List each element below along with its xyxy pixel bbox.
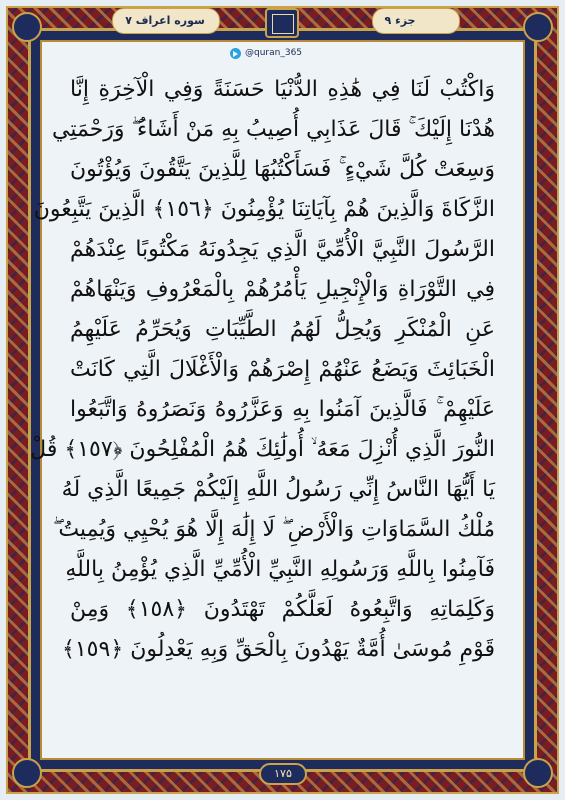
- channel-handle[interactable]: [230, 46, 335, 60]
- page-number: ۱۷۵: [259, 763, 307, 785]
- corner-ornament-icon: [12, 758, 42, 788]
- telegram-icon: [230, 48, 241, 59]
- corner-ornament-icon: [12, 12, 42, 42]
- verse-line: وَاكْتُبْ لَنَا فِي هَٰذِهِ الدُّنْيَا حَسَنَةً وَفِي الْآخِرَةِ إِنَّا: [70, 77, 495, 102]
- verse-text-block: [30, 70, 495, 670]
- verse-line: الزَّكَاةَ وَالَّذِينَ هُمْ بِآيَاتِنَا يُؤْمِنُونَ ﴿١٥٦﴾ الَّذِينَ يَتَّبِعُونَ: [33, 197, 495, 222]
- verse-line: عَلَيْهِمْ ۚ فَالَّذِينَ آمَنُوا بِهِ وَعَزَّرُوهُ وَنَصَرُوهُ وَاتَّبَعُوا: [70, 397, 495, 422]
- verse-line: مُلْكُ السَّمَاوَاتِ وَالْأَرْضِ ۖ لَا إِلَٰهَ إِلَّا هُوَ يُحْيِي وَيُمِيتُ ۖ: [52, 517, 495, 542]
- verse-line: هُدْنَا إِلَيْكَ ۚ قَالَ عَذَابِي أُصِيبُ بِهِ مَنْ أَشَاءُ ۖ وَرَحْمَتِي: [52, 117, 495, 142]
- quran-logo-icon: [265, 8, 299, 38]
- verse-line: وَكَلِمَاتِهِ وَاتَّبِعُوهُ لَعَلَّكُمْ تَهْتَدُونَ ﴿١٥٨﴾ وَمِنْ: [70, 597, 495, 622]
- juz-label: جزء ۹: [384, 14, 416, 27]
- verse-line: وَسِعَتْ كُلَّ شَيْءٍ ۚ فَسَأَكْتُبُهَا لِلَّذِينَ يَتَّقُونَ وَيُؤْتُونَ: [70, 157, 495, 182]
- verse-line: الرَّسُولَ النَّبِيَّ الْأُمِّيَّ الَّذِي يَجِدُونَهُ مَكْتُوبًا عِنْدَهُمْ: [70, 237, 495, 262]
- corner-ornament-icon: [523, 758, 553, 788]
- corner-ornament-icon: [523, 12, 553, 42]
- verse-line: الْخَبَائِثَ وَيَضَعُ عَنْهُمْ إِصْرَهُمْ وَالْأَغْلَالَ الَّتِي كَانَتْ: [70, 357, 495, 382]
- verse-line: عَنِ الْمُنْكَرِ وَيُحِلُّ لَهُمُ الطَّيِّبَاتِ وَيُحَرِّمُ عَلَيْهِمُ: [70, 317, 495, 342]
- channel-handle-text: @quran_365: [245, 48, 303, 58]
- verse-line: قَوْمِ مُوسَىٰ أُمَّةٌ يَهْدُونَ بِالْحَقِّ وَبِهِ يَعْدِلُونَ ﴿١٥٩﴾: [61, 637, 495, 662]
- surah-label: سوره اعراف ۷: [125, 14, 205, 27]
- verse-line: النُّورَ الَّذِي أُنْزِلَ مَعَهُ ۙ أُولَٰئِكَ هُمُ الْمُفْلِحُونَ ﴿١٥٧﴾ قُلْ: [30, 437, 495, 462]
- verse-line: فِي التَّوْرَاةِ وَالْإِنْجِيلِ يَأْمُرُهُمْ بِالْمَعْرُوفِ وَيَنْهَاهُمْ: [70, 277, 495, 302]
- verse-line: يَا أَيُّهَا النَّاسُ إِنِّي رَسُولُ اللَّهِ إِلَيْكُمْ جَمِيعًا الَّذِي لَهُ: [61, 477, 495, 502]
- verse-line: فَآمِنُوا بِاللَّهِ وَرَسُولِهِ النَّبِيِّ الْأُمِّيِّ الَّذِي يُؤْمِنُ بِاللَّهِ: [65, 557, 495, 582]
